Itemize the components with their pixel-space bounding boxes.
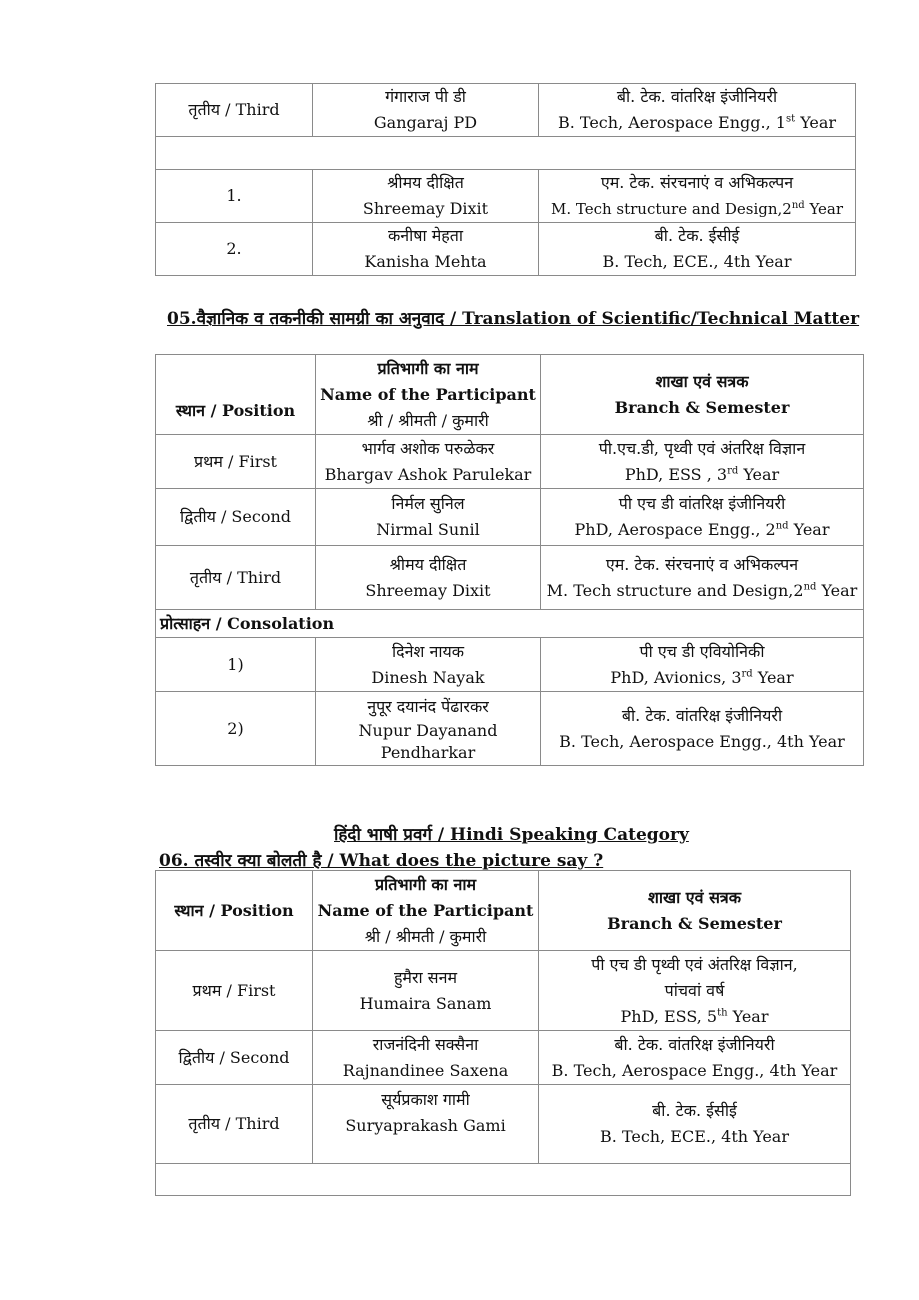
branch-cell: पी एच डी वांतरिक्ष इंजीनियरी PhD, Aerospace Engg., 2nd Year (541, 489, 864, 546)
branch-cell: पी.एच.डी, पृथ्वी एवं अंतरिक्ष विज्ञान PhD, ESS , 3rd Year (541, 435, 864, 489)
branch-cell: बी. टेक. ईसीई B. Tech, ECE., 4th Year (539, 1085, 851, 1164)
branch-cell: बी. टेक. वांतरिक्ष इंजीनियरी B. Tech, Aerospace Engg., 4th Year (541, 692, 864, 766)
table-row (156, 546, 864, 610)
participant-cell: सूर्यप्रकाश गामी Suryaprakash Gami (313, 1085, 539, 1164)
consolation-row (156, 610, 864, 638)
participant-cell: भार्गव अशोक परुळेकर Bhargav Ashok Parulekar (316, 435, 541, 489)
participant-cell: राजनंदिनी सक्सैना Rajnandinee Saxena (313, 1031, 539, 1085)
table-row (156, 170, 856, 223)
spacer-row (156, 1164, 851, 1196)
participant-cell: निर्मल सुनिल Nirmal Sunil (316, 489, 541, 546)
branch-cell: एम. टेक. संरचनाएं व अभिकल्पन M. Tech structure and Design,2nd Year (539, 170, 856, 223)
participant-cell: श्रीमय दीक्षित Shreemay Dixit (316, 546, 541, 610)
participant-cell: दिनेश नायक Dinesh Nayak (316, 638, 541, 692)
table-row (156, 692, 864, 766)
position-cell: 2. (156, 223, 313, 276)
category-heading: हिंदी भाषी प्रवर्ग / Hindi Speaking Category (334, 825, 689, 845)
position-header: स्थान / Position (156, 871, 313, 951)
branch-cell: बी. टेक. ईसीई B. Tech, ECE., 4th Year (539, 223, 856, 276)
table-row (156, 1031, 851, 1085)
top-results-table (155, 83, 856, 276)
position-header: स्थान / Position (156, 355, 316, 435)
table-row (156, 951, 851, 1031)
table-row (156, 638, 864, 692)
branch-cell: पी एच डी पृथ्वी एवं अंतरिक्ष विज्ञान, पांचवां वर्ष PhD, ESS, 5th Year (539, 951, 851, 1031)
position-cell: तृतीय / Third (156, 546, 316, 610)
position-cell: द्वितीय / Second (156, 489, 316, 546)
participant-header: प्रतिभागी का नाम Name of the Participant श्री / श्रीमती / कुमारी (313, 871, 539, 951)
position-cell: 2) (156, 692, 316, 766)
participant-cell: नुपूर दयानंद पेंढारकर Nupur Dayanand Pendharkar (316, 692, 541, 766)
position-cell: 1) (156, 638, 316, 692)
branch-header: शाखा एवं सत्रक Branch & Semester (539, 871, 851, 951)
table-row (156, 223, 856, 276)
consolation-label: प्रोत्साहन / Consolation (156, 610, 864, 638)
section-06-table (155, 870, 851, 1196)
branch-cell: बी. टेक. वांतरिक्ष इंजीनियरी B. Tech, Aerospace Engg., 1st Year (539, 84, 856, 137)
section-06-heading: 06. तस्वीर क्या बोलती है / What does the picture say ? (159, 851, 604, 871)
participant-cell: गंगाराज पी डी Gangaraj PD (313, 84, 539, 137)
table-row (156, 435, 864, 489)
table-row (156, 1085, 851, 1164)
section-05-heading: 05.वैज्ञानिक व तकनीकी सामग्री का अनुवाद / Translation of Scientific/Technical Matter (167, 309, 860, 329)
table-header-row (156, 355, 864, 435)
position-cell: 1. (156, 170, 313, 223)
section-05-table (155, 354, 864, 766)
branch-cell: बी. टेक. वांतरिक्ष इंजीनियरी B. Tech, Aerospace Engg., 4th Year (539, 1031, 851, 1085)
participant-cell: कनीषा मेहता Kanisha Mehta (313, 223, 539, 276)
position-cell: प्रथम / First (156, 435, 316, 489)
branch-cell: एम. टेक. संरचनाएं व अभिकल्पन M. Tech structure and Design,2nd Year (541, 546, 864, 610)
position-cell: द्वितीय / Second (156, 1031, 313, 1085)
table-row (156, 489, 864, 546)
participant-cell: श्रीमय दीक्षित Shreemay Dixit (313, 170, 539, 223)
branch-cell: पी एच डी एवियोनिकी PhD, Avionics, 3rd Year (541, 638, 864, 692)
spacer-row (156, 137, 856, 170)
table-row (156, 84, 856, 137)
table-header-row (156, 871, 851, 951)
branch-header: शाखा एवं सत्रक Branch & Semester (541, 355, 864, 435)
participant-cell: हुमैरा सनम Humaira Sanam (313, 951, 539, 1031)
position-cell: तृतीय / Third (156, 84, 313, 137)
position-cell: तृतीय / Third (156, 1085, 313, 1164)
position-cell: प्रथम / First (156, 951, 313, 1031)
participant-header: प्रतिभागी का नाम Name of the Participant श्री / श्रीमती / कुमारी (316, 355, 541, 435)
